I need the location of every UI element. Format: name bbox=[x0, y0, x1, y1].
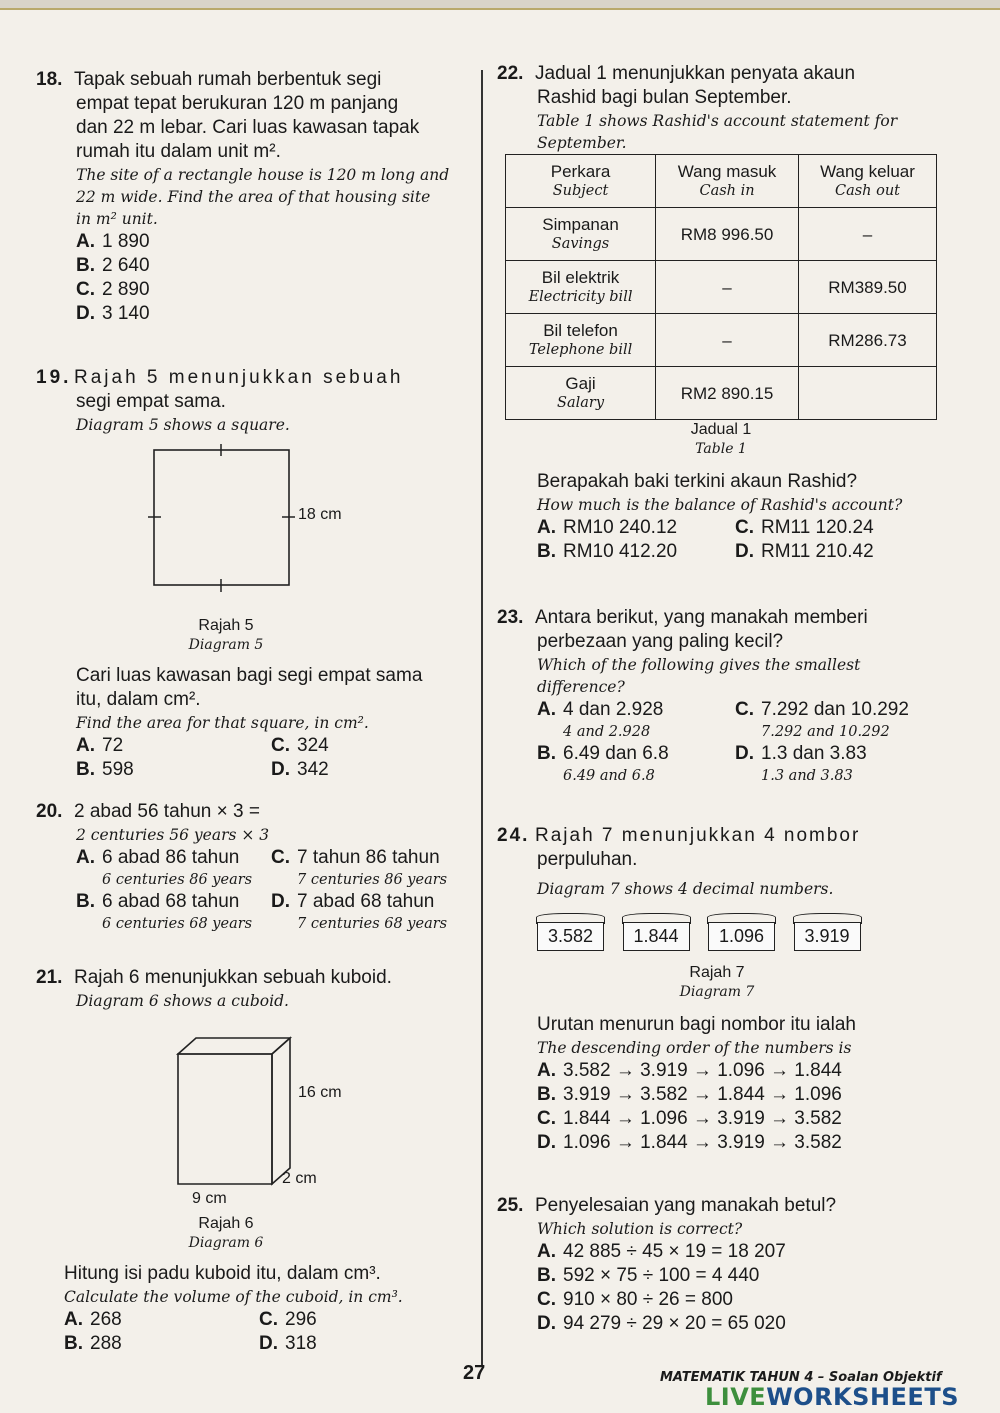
option-value: 1.844 → 1.096 → 3.919 → 3.582 bbox=[563, 1108, 842, 1129]
question-text-en: difference? bbox=[537, 678, 625, 696]
table-row bbox=[506, 367, 937, 420]
option-b[interactable] bbox=[76, 758, 271, 782]
right-column bbox=[497, 62, 937, 1336]
question-text-ms: 2 abad 56 tahun × 3 = bbox=[74, 801, 260, 822]
question-number: 23. bbox=[497, 607, 524, 628]
options bbox=[36, 734, 471, 782]
option-b[interactable] bbox=[537, 742, 735, 786]
question-23 bbox=[497, 606, 937, 824]
option-letter: C. bbox=[735, 517, 754, 538]
question-text-en: in m² unit. bbox=[76, 210, 158, 228]
option-value: 598 bbox=[102, 759, 134, 780]
option-c[interactable] bbox=[735, 698, 945, 742]
caption-ms: Rajah 5 bbox=[198, 617, 254, 634]
subject-ms: Bil telefon bbox=[543, 321, 618, 340]
question-text-ms: Rajah 5 menunjukkan sebuah bbox=[74, 367, 404, 388]
option-value: 3.919 → 3.582 → 1.844 → 1.096 bbox=[563, 1084, 842, 1105]
question-20 bbox=[36, 800, 471, 966]
side-length-label: 18 cm bbox=[298, 506, 342, 523]
width-label: 9 cm bbox=[192, 1190, 227, 1207]
option-letter: C. bbox=[537, 1108, 556, 1129]
table-cell bbox=[506, 208, 656, 261]
question-text-ms: Rashid bagi bulan September. bbox=[537, 87, 792, 108]
cash-out-cell bbox=[799, 367, 937, 420]
option-a[interactable] bbox=[497, 1240, 937, 1264]
caption-en: Table 1 bbox=[695, 441, 747, 457]
option-value: 4 dan 2.928 bbox=[563, 699, 664, 720]
option-d[interactable] bbox=[36, 302, 471, 326]
top-edge bbox=[0, 0, 1000, 10]
table-header bbox=[799, 155, 937, 208]
diagram-caption bbox=[36, 1214, 416, 1252]
options bbox=[497, 516, 937, 564]
option-c[interactable] bbox=[735, 516, 935, 540]
option-letter: A. bbox=[537, 699, 556, 720]
question-number: 20. bbox=[36, 801, 63, 822]
question-text-ms: Rajah 6 menunjukkan sebuah kuboid. bbox=[74, 967, 392, 988]
option-letter: D. bbox=[537, 1132, 556, 1153]
option-value: 6.49 dan 6.8 bbox=[563, 743, 669, 764]
question-text-ms: Rajah 7 menunjukkan 4 nombor bbox=[535, 825, 861, 846]
question-ask-en: The descending order of the numbers is bbox=[537, 1039, 852, 1057]
option-a[interactable] bbox=[537, 698, 735, 742]
option-value: 94 279 ÷ 29 × 20 = 65 020 bbox=[563, 1313, 786, 1334]
option-d[interactable] bbox=[497, 1131, 937, 1155]
option-letter: A. bbox=[537, 1241, 556, 1262]
option-b[interactable] bbox=[36, 254, 471, 278]
question-ask-en: Find the area for that square, in cm². bbox=[76, 714, 369, 732]
cash-out-cell: RM389.50 bbox=[799, 261, 937, 314]
option-value-en: 7 centuries 86 years bbox=[297, 872, 448, 888]
table-header bbox=[506, 155, 656, 208]
option-a[interactable] bbox=[76, 846, 271, 890]
option-value: 2 890 bbox=[102, 279, 150, 300]
question-text-en: 2 centuries 56 years × 3 bbox=[76, 826, 270, 844]
option-b[interactable] bbox=[76, 890, 271, 934]
cuboid-figure bbox=[36, 1032, 471, 1210]
cash-in-cell: – bbox=[656, 261, 799, 314]
question-text-en: Diagram 6 shows a cuboid. bbox=[76, 992, 289, 1010]
option-letter: B. bbox=[76, 255, 95, 276]
table-row bbox=[506, 314, 937, 367]
header-en: Cash out bbox=[834, 183, 901, 199]
square-figure bbox=[36, 444, 471, 616]
option-value-en: 6 centuries 68 years bbox=[102, 916, 253, 932]
option-c[interactable] bbox=[497, 1288, 937, 1312]
options bbox=[36, 1308, 471, 1356]
cash-out-cell: RM286.73 bbox=[799, 314, 937, 367]
subject-ms: Simpanan bbox=[542, 215, 619, 234]
option-b[interactable] bbox=[64, 1332, 259, 1356]
question-number: 19. bbox=[36, 367, 72, 388]
question-number: 24. bbox=[497, 825, 530, 846]
option-letter: D. bbox=[537, 1313, 556, 1334]
table-caption bbox=[505, 420, 937, 458]
question-ask-en: Calculate the volume of the cuboid, in cm³. bbox=[64, 1288, 403, 1306]
question-text-ms: Jadual 1 menunjukkan penyata akaun bbox=[535, 63, 856, 84]
header-ms: Wang keluar bbox=[820, 162, 915, 181]
option-c[interactable] bbox=[271, 734, 471, 758]
question-text-en: Table 1 shows Rashid's account statement for bbox=[537, 112, 898, 130]
caption-en: Diagram 6 bbox=[188, 1235, 264, 1251]
cash-in-cell: RM8 996.50 bbox=[656, 208, 799, 261]
cash-in-cell: – bbox=[656, 314, 799, 367]
table-row bbox=[506, 261, 937, 314]
options bbox=[36, 846, 471, 934]
account-table bbox=[505, 154, 937, 420]
table-cell bbox=[506, 314, 656, 367]
option-letter: A. bbox=[537, 1060, 556, 1081]
option-letter: A. bbox=[76, 231, 95, 252]
subject-en: Salary bbox=[557, 395, 605, 411]
diagram-caption bbox=[36, 616, 416, 654]
option-value: 2 640 bbox=[102, 255, 150, 276]
question-ask-ms: Berapakah baki terkini akaun Rashid? bbox=[537, 471, 858, 492]
question-24 bbox=[497, 824, 937, 1194]
option-letter: C. bbox=[271, 847, 290, 868]
question-text-ms: dan 22 m lebar. Cari luas kawasan tapak bbox=[76, 117, 420, 138]
option-letter: B. bbox=[537, 1084, 556, 1105]
depth-label: 2 cm bbox=[282, 1170, 317, 1187]
question-text-ms: rumah itu dalam unit m². bbox=[76, 141, 281, 162]
question-text-ms: Penyelesaian yang manakah betul? bbox=[535, 1195, 837, 1216]
question-number: 22. bbox=[497, 63, 524, 84]
question-22 bbox=[497, 62, 937, 606]
option-value: 3.582 → 3.919 → 1.096 → 1.844 bbox=[563, 1060, 842, 1081]
cuboid-diagram bbox=[36, 1032, 471, 1210]
question-ask-ms: Urutan menurun bagi nombor itu ialah bbox=[537, 1014, 856, 1035]
caption-ms: Jadual 1 bbox=[690, 421, 752, 438]
brand-logo-part: LIVE bbox=[705, 1383, 767, 1411]
diagram-caption bbox=[497, 963, 937, 1001]
option-value-en: 7.292 and 10.292 bbox=[761, 724, 890, 740]
option-a[interactable] bbox=[537, 516, 735, 540]
cash-out-cell: – bbox=[799, 208, 937, 261]
option-letter: D. bbox=[271, 759, 290, 780]
option-letter: A. bbox=[76, 735, 95, 756]
question-text-en: 22 m wide. Find the area of that housing site bbox=[76, 188, 431, 206]
option-value: 288 bbox=[90, 1333, 122, 1354]
option-value-en: 6.49 and 6.8 bbox=[563, 768, 655, 784]
option-value: 6 abad 86 tahun bbox=[102, 847, 240, 868]
decimal-box: 1.096 bbox=[708, 922, 775, 951]
option-c[interactable] bbox=[259, 1308, 459, 1332]
option-a[interactable] bbox=[36, 230, 471, 254]
option-letter: B. bbox=[537, 743, 556, 764]
option-value: 42 885 ÷ 45 × 19 = 18 207 bbox=[563, 1241, 786, 1262]
question-25 bbox=[497, 1194, 937, 1336]
table-header-row bbox=[506, 155, 937, 208]
option-letter: D. bbox=[271, 891, 290, 912]
option-value: 268 bbox=[90, 1309, 122, 1330]
height-label: 16 cm bbox=[298, 1084, 342, 1101]
option-b[interactable] bbox=[497, 1264, 937, 1288]
question-number: 25. bbox=[497, 1195, 524, 1216]
option-value: RM10 240.12 bbox=[563, 517, 678, 538]
option-letter: D. bbox=[735, 743, 754, 764]
option-value-en: 7 centuries 68 years bbox=[297, 916, 448, 932]
option-letter: C. bbox=[271, 735, 290, 756]
option-d[interactable] bbox=[271, 758, 471, 782]
question-text-en: Diagram 5 shows a square. bbox=[76, 416, 290, 434]
option-letter: D. bbox=[735, 541, 754, 562]
option-value: 72 bbox=[102, 735, 124, 756]
caption-ms: Rajah 7 bbox=[689, 964, 745, 981]
footer-title: MATEMATIK TAHUN 4 – Soalan Objektif bbox=[660, 1370, 942, 1385]
option-letter: C. bbox=[735, 699, 754, 720]
option-b[interactable] bbox=[497, 1083, 937, 1107]
option-value: 1 890 bbox=[102, 231, 150, 252]
decimal-box: 1.844 bbox=[623, 922, 690, 951]
option-value: 342 bbox=[297, 759, 329, 780]
option-letter: C. bbox=[537, 1289, 556, 1310]
option-letter: D. bbox=[259, 1333, 278, 1354]
header-ms: Wang masuk bbox=[677, 162, 777, 181]
header-en: Subject bbox=[552, 183, 609, 199]
column-divider bbox=[481, 70, 483, 1365]
option-value: 1.096 → 1.844 → 3.919 → 3.582 bbox=[563, 1132, 842, 1153]
option-letter: B. bbox=[64, 1333, 83, 1354]
question-18 bbox=[36, 68, 471, 366]
caption-en: Diagram 7 bbox=[679, 984, 755, 1000]
question-text-ms: Tapak sebuah rumah berbentuk segi bbox=[74, 69, 382, 90]
option-d[interactable] bbox=[735, 540, 935, 564]
question-ask-ms: Cari luas kawasan bagi segi empat sama bbox=[76, 665, 423, 686]
option-letter: B. bbox=[76, 891, 95, 912]
question-ask-en: How much is the balance of Rashid's account? bbox=[537, 496, 903, 514]
option-value: 318 bbox=[285, 1333, 317, 1354]
option-value: RM10 412.20 bbox=[563, 541, 678, 562]
question-ask-ms: itu, dalam cm². bbox=[76, 689, 201, 710]
caption-ms: Rajah 6 bbox=[198, 1215, 254, 1232]
question-text-ms: segi empat sama. bbox=[76, 391, 226, 412]
question-text-en: The site of a rectangle house is 120 m long and bbox=[76, 166, 450, 184]
option-value: 7 tahun 86 tahun bbox=[297, 847, 440, 868]
option-a[interactable] bbox=[497, 1059, 937, 1083]
subject-ms: Bil elektrik bbox=[541, 268, 620, 287]
table-row bbox=[506, 208, 937, 261]
question-number: 18. bbox=[36, 69, 63, 90]
option-a[interactable] bbox=[76, 734, 271, 758]
option-d[interactable] bbox=[497, 1312, 937, 1336]
option-letter: A. bbox=[64, 1309, 83, 1330]
option-d[interactable] bbox=[271, 890, 471, 934]
option-value-en: 4 and 2.928 bbox=[563, 724, 651, 740]
question-text-en: Which of the following gives the smallest bbox=[537, 656, 861, 674]
question-text-ms: perpuluhan. bbox=[537, 849, 638, 870]
option-value: 1.3 dan 3.83 bbox=[761, 743, 867, 764]
left-column bbox=[36, 68, 471, 1356]
option-value: 6 abad 68 tahun bbox=[102, 891, 240, 912]
question-19 bbox=[36, 366, 471, 800]
option-value: 296 bbox=[285, 1309, 317, 1330]
option-value-en: 1.3 and 3.83 bbox=[761, 768, 853, 784]
option-value: 910 × 80 ÷ 26 = 800 bbox=[563, 1289, 733, 1310]
option-letter: B. bbox=[537, 541, 556, 562]
option-letter: C. bbox=[76, 279, 95, 300]
table-cell bbox=[506, 367, 656, 420]
subject-ms: Gaji bbox=[565, 374, 596, 393]
question-21 bbox=[36, 966, 471, 1356]
option-c[interactable] bbox=[497, 1107, 937, 1131]
option-value: RM11 210.42 bbox=[761, 541, 874, 562]
cash-in-cell: RM2 890.15 bbox=[656, 367, 799, 420]
option-c[interactable] bbox=[36, 278, 471, 302]
option-value: 324 bbox=[297, 735, 329, 756]
option-letter: B. bbox=[76, 759, 95, 780]
table-header bbox=[656, 155, 799, 208]
option-letter: A. bbox=[76, 847, 95, 868]
question-text-en: September. bbox=[537, 134, 627, 152]
question-ask-ms: Hitung isi padu kuboid itu, dalam cm³. bbox=[64, 1263, 381, 1284]
decimal-boxes bbox=[497, 922, 937, 951]
header-ms: Perkara bbox=[550, 162, 611, 181]
table-cell bbox=[506, 261, 656, 314]
option-a[interactable] bbox=[64, 1308, 259, 1332]
option-b[interactable] bbox=[537, 540, 735, 564]
option-letter: D. bbox=[76, 303, 95, 324]
option-value-en: 6 centuries 86 years bbox=[102, 872, 253, 888]
question-text-en: Diagram 7 shows 4 decimal numbers. bbox=[537, 880, 834, 898]
brand-logo bbox=[705, 1383, 959, 1411]
question-text-ms: empat tepat berukuran 120 m panjang bbox=[76, 93, 399, 114]
decimal-box: 3.582 bbox=[537, 922, 604, 951]
subject-en: Electricity bill bbox=[528, 289, 633, 305]
question-text-ms: perbezaan yang paling kecil? bbox=[537, 631, 784, 652]
option-d[interactable] bbox=[735, 742, 945, 786]
question-text-en: Which solution is correct? bbox=[537, 1220, 743, 1238]
option-value: RM11 120.24 bbox=[761, 517, 874, 538]
option-letter: A. bbox=[537, 517, 556, 538]
option-value: 3 140 bbox=[102, 303, 150, 324]
option-letter: C. bbox=[259, 1309, 278, 1330]
option-c[interactable] bbox=[271, 846, 471, 890]
option-letter: B. bbox=[537, 1265, 556, 1286]
option-d[interactable] bbox=[259, 1332, 459, 1356]
decimal-box: 3.919 bbox=[794, 922, 861, 951]
question-text-ms: Antara berikut, yang manakah memberi bbox=[535, 607, 868, 628]
subject-en: Savings bbox=[551, 236, 610, 252]
question-number: 21. bbox=[36, 967, 63, 988]
options bbox=[497, 698, 937, 786]
header-en: Cash in bbox=[699, 183, 755, 199]
page-number: 27 bbox=[463, 1362, 486, 1384]
caption-en: Diagram 5 bbox=[188, 637, 264, 653]
option-value: 7 abad 68 tahun bbox=[297, 891, 435, 912]
brand-logo-part: WORKSHEETS bbox=[766, 1383, 959, 1411]
subject-en: Telephone bill bbox=[528, 342, 633, 358]
option-value: 7.292 dan 10.292 bbox=[761, 699, 909, 720]
option-value: 592 × 75 ÷ 100 = 4 440 bbox=[563, 1265, 760, 1286]
square-diagram bbox=[36, 444, 471, 616]
